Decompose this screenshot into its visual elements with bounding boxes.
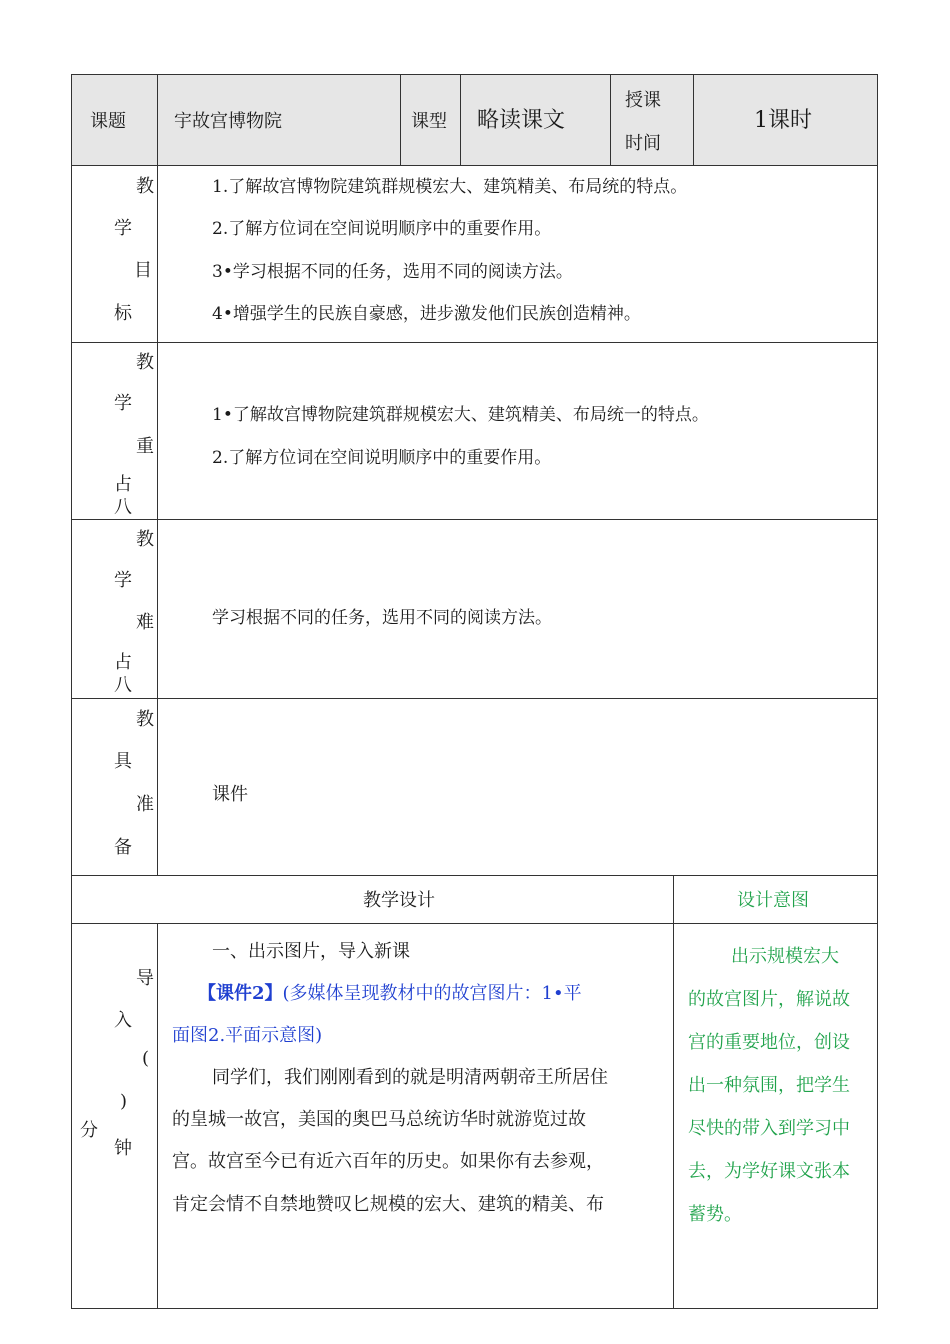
- intent-line: 出示规模宏大: [731, 946, 839, 967]
- time-value: 1课时: [754, 108, 812, 133]
- intent-line: 去，为学好课文张本: [688, 1161, 850, 1182]
- design-header-row: [71, 875, 878, 924]
- intro-body-line: 的皇城一故宫，美国的奥巴马总统访华时就游览过故: [172, 1109, 586, 1130]
- goals-label-char: 标: [114, 303, 132, 324]
- design-header-right-cell: [673, 876, 879, 923]
- goals-row: [71, 165, 878, 343]
- key-points-content-cell: [157, 343, 879, 519]
- key-point-item: 2.了解方位词在空间说明顺序中的重要作用。: [212, 448, 552, 468]
- key-points-label-char: 占: [114, 474, 132, 495]
- intro-body-line: 宫。故宫至今已有近六百年的历史。如果你有去参观，: [172, 1151, 604, 1172]
- type-cell: [460, 75, 610, 165]
- time-label-1: 授课: [625, 90, 661, 111]
- difficulties-label-char: 教: [136, 529, 154, 550]
- time-label-2: 时间: [625, 133, 661, 154]
- intro-label-char: 导: [136, 968, 154, 989]
- type-label: 课型: [411, 111, 447, 132]
- courseware-tag: 【课件2】: [198, 983, 283, 1004]
- intro-label-char: (: [142, 1048, 150, 1069]
- intro-row: [71, 923, 878, 1309]
- difficulties-label-char: 学: [114, 570, 132, 591]
- design-header-left-cell: [72, 876, 673, 923]
- intent-line: 宫的重要地位，创设: [688, 1032, 850, 1053]
- key-points-row: [71, 342, 878, 520]
- intro-body-line: 同学们，我们刚刚看到的就是明清两朝帝王所居住: [212, 1067, 608, 1088]
- intent-line: 蓄势。: [688, 1204, 742, 1225]
- intro-intent-cell: [673, 924, 879, 1308]
- tools-label-char: 具: [114, 751, 132, 772]
- type-value: 略读课文: [477, 108, 566, 133]
- key-point-item: 1•了解故宫博物院建筑群规模宏大、建筑精美、布局统一的特点。: [212, 405, 709, 425]
- tools-item: 课件: [212, 784, 248, 805]
- goal-item: 1.了解故宫博物院建筑群规模宏大、建筑精美、布局统的特点。: [212, 177, 688, 197]
- tools-label-char: 教: [136, 709, 154, 730]
- goal-item: 4•增强学生的民族自豪感，进步激发他们民族创造精神。: [212, 304, 641, 324]
- design-header-left: 教学设计: [363, 890, 435, 911]
- difficulties-label-char: 难: [136, 612, 154, 633]
- goal-item: 2.了解方位词在空间说明顺序中的重要作用。: [212, 219, 552, 239]
- goals-label-char: 目: [134, 260, 152, 281]
- courseware-line-1: [198, 983, 582, 1005]
- time-label-cell: [610, 75, 693, 165]
- difficulties-row: [71, 519, 878, 699]
- goals-label-char: 学: [114, 218, 132, 239]
- topic-label-cell: [72, 75, 157, 165]
- key-points-label-char: 八: [114, 497, 132, 518]
- key-points-label-char: 重: [136, 436, 154, 457]
- type-label-cell: [400, 75, 460, 165]
- key-points-label-char: 教: [136, 352, 154, 373]
- time-cell: [693, 75, 879, 165]
- difficulties-label-char: 八: [114, 675, 132, 696]
- intent-line: 出一种氛围，把学生: [688, 1075, 850, 1096]
- tools-row: [71, 698, 878, 876]
- intro-body-line: 肯定会情不自禁地赞叹匕规模的宏大、建筑的精美、布: [172, 1194, 604, 1215]
- difficulty-item: 学习根据不同的任务，选用不同的阅读方法。: [212, 608, 552, 628]
- key-points-label-char: 学: [114, 393, 132, 414]
- design-header-right: 设计意图: [737, 890, 809, 911]
- intro-heading: 一、出示图片，导入新课: [212, 941, 410, 962]
- intro-label-char: ): [120, 1091, 128, 1112]
- intent-line: 尽快的带入到学习中: [688, 1118, 850, 1139]
- tools-label-char: 准: [136, 794, 154, 815]
- tools-label-char: 备: [114, 837, 132, 858]
- intro-label-char: 入: [114, 1010, 132, 1031]
- intro-label-char: 分: [80, 1120, 98, 1141]
- courseware-desc-1: (多媒体呈现教材中的故宫图片：1•平: [282, 983, 582, 1004]
- difficulties-label-char: 占: [114, 652, 132, 673]
- tools-content-cell: [157, 699, 879, 875]
- courseware-line-2: 面图2.平面示意图): [172, 1025, 323, 1046]
- goals-label-char: 教: [136, 176, 154, 197]
- topic-value: 宇故宫博物院: [174, 111, 282, 132]
- topic-label: 课题: [90, 111, 126, 132]
- topic-cell: [157, 75, 400, 165]
- intro-label-char: 钟: [114, 1138, 132, 1159]
- header-row: [71, 74, 878, 166]
- intent-line: 的故宫图片，解说故: [688, 989, 850, 1010]
- goal-item: 3•学习根据不同的任务，选用不同的阅读方法。: [212, 262, 573, 282]
